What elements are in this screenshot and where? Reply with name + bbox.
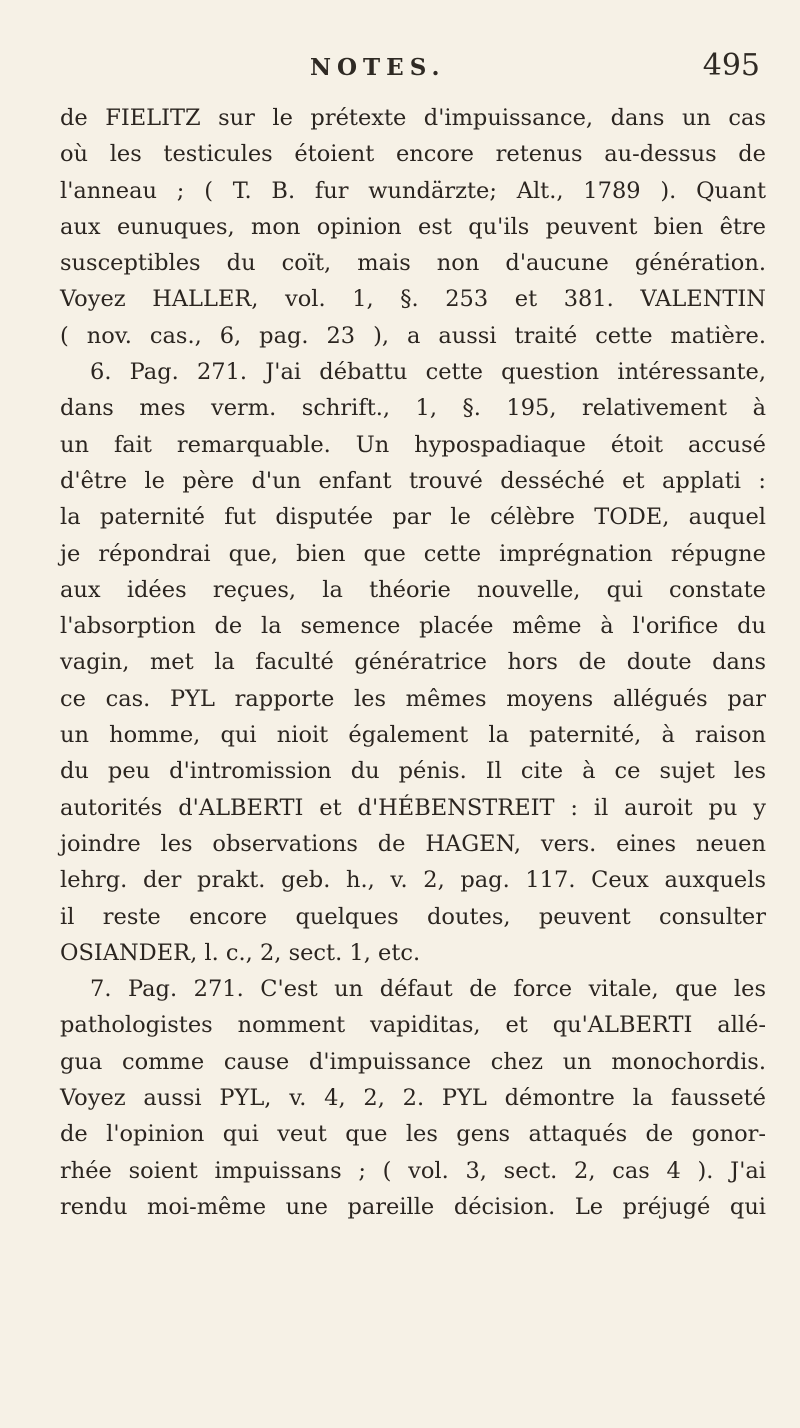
notes-body-text (60, 100, 766, 1225)
text-line: rendu moi-même une pareille décision. Le préjugé qui (60, 1193, 766, 1220)
text-line: où les testicules étoient encore retenus au-dessus de (60, 141, 766, 168)
text-line: je répondrai que, bien que cette imprégnation répugne (60, 540, 766, 567)
text-line: ce cas. PYL rapporte les mêmes moyens allégués par (60, 685, 766, 712)
text-line: aux eunuques, mon opinion est qu'ils peuvent bien être (60, 213, 766, 240)
text-line: d'être le père d'un enfant trouvé desséché et applati : (60, 467, 766, 494)
text-line: aux idées reçues, la théorie nouvelle, qui constate (60, 576, 766, 603)
text-line: pathologistes nomment vapiditas, et qu'ALBERTI allé- (60, 1012, 766, 1039)
text-line: la paternité fut disputée par le célèbre TODE, auquel (60, 504, 766, 531)
text-line: 7. Pag. 271. C'est un défaut de force vitale, que les (90, 976, 766, 1003)
text-line: vagin, met la faculté génératrice hors de doute dans (60, 649, 766, 676)
text-line: de FIELITZ sur le prétexte d'impuissance, dans un cas (60, 105, 766, 131)
text-line: l'absorption de la semence placée même à l'orifice du (60, 613, 766, 640)
text-line: 6. Pag. 271. J'ai débattu cette question intéressante, (90, 359, 766, 386)
running-title: NOTES. (310, 54, 446, 81)
page-header (60, 48, 760, 98)
text-line: gua comme cause d'impuissance chez un monochordis. (60, 1048, 766, 1075)
text-line: ( nov. cas., 6, pag. 23 ), a aussi traité cette matière. (60, 322, 766, 349)
text-line: susceptibles du coït, mais non d'aucune génération. (60, 250, 766, 277)
text-line: joindre les observations de HAGEN, vers. eines neuen (60, 830, 766, 857)
text-line: un homme, qui nioit également la paternité, à raison (60, 722, 766, 749)
text-line: autorités d'ALBERTI et d'HÉBENSTREIT : il auroit pu y (60, 794, 766, 821)
text-line: il reste encore quelques doutes, peuvent consulter (60, 903, 766, 930)
text-line: Voyez HALLER, vol. 1, §. 253 et 381. VALENTIN (60, 286, 766, 313)
text-line: du peu d'intromission du pénis. Il cite à ce sujet les (60, 758, 766, 785)
text-line: lehrg. der prakt. geb. h., v. 2, pag. 117. Ceux auxquels (60, 867, 766, 894)
text-line: rhée soient impuissans ; ( vol. 3, sect. 2, cas 4 ). J'ai (60, 1157, 766, 1184)
text-line: OSIANDER, l. c., 2, sect. 1, etc. (60, 939, 421, 966)
text-line: Voyez aussi PYL, v. 4, 2, 2. PYL démontre la fausseté (60, 1085, 766, 1112)
text-line: l'anneau ; ( T. B. fur wundärzte; Alt., 1789 ). Quant (60, 177, 766, 204)
text-line: un fait remarquable. Un hypospadiaque étoit accusé (60, 431, 766, 458)
page-number: 495 (702, 48, 760, 83)
text-line: de l'opinion qui veut que les gens attaqués de gonor- (60, 1121, 766, 1148)
text-line: dans mes verm. schrift., 1, §. 195, relativement à (60, 395, 766, 422)
